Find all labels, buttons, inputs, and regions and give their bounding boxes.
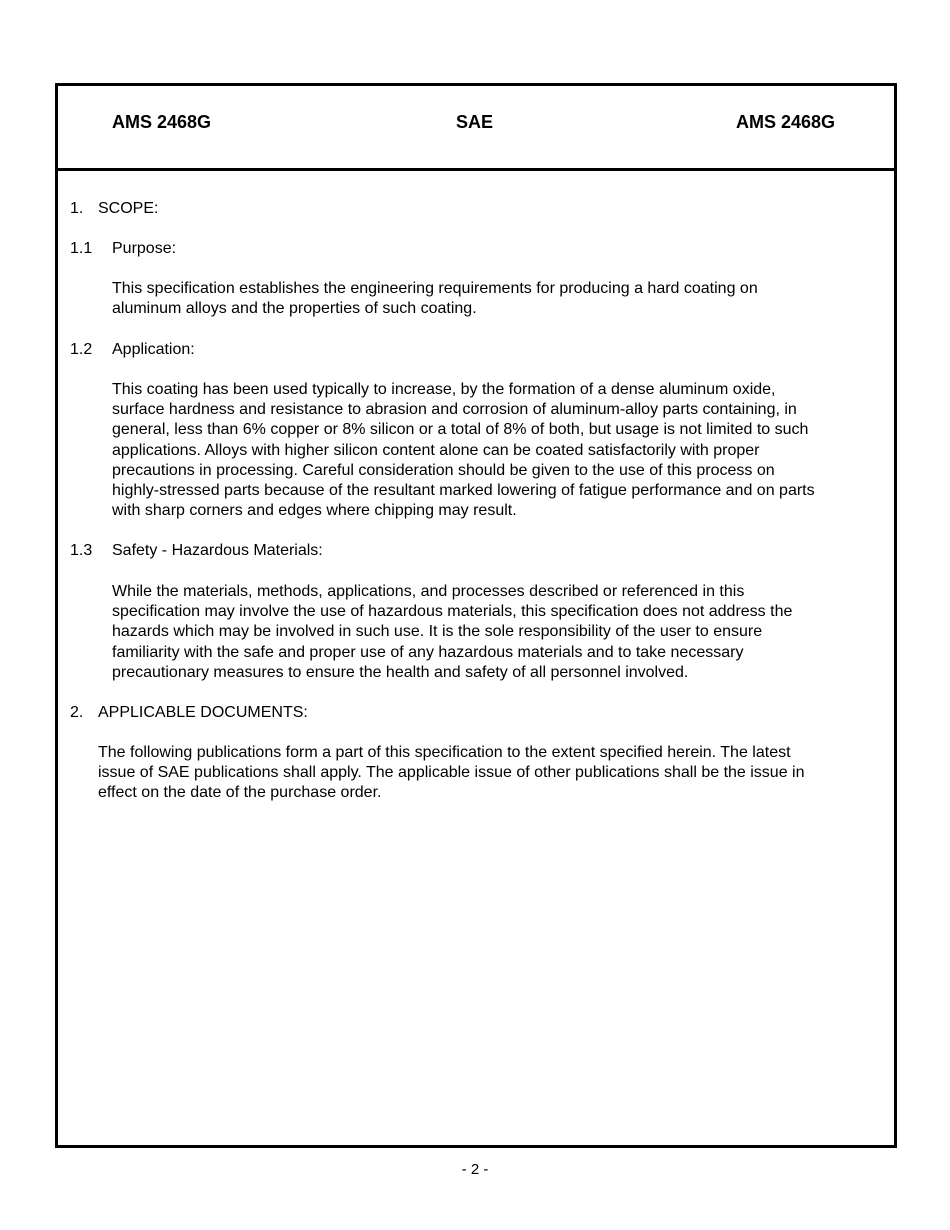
section-1-2-paragraph: [112, 380, 815, 521]
section-2-number: 2.: [70, 704, 84, 721]
paragraph-line: familiarity with the safe and proper use of any hazardous materials and to take necessary: [112, 643, 744, 661]
section-1-1-number: 1.1: [70, 240, 93, 257]
paragraph-line: surface hardness and resistance to abrasion and corrosion of aluminum-alloy parts containing, in: [112, 401, 797, 419]
section-1-title: SCOPE:: [98, 200, 159, 217]
header-spec-number-right: AMS 2468G: [736, 112, 836, 132]
page-number: - 2 -: [461, 1161, 489, 1178]
paragraph-line: This coating has been used typically to increase, by the formation of a dense aluminum oxide,: [112, 381, 776, 398]
paragraph-line: precautions in processing. Careful consideration should be given to the use of this process on: [112, 461, 775, 479]
paragraph-line: The following publications form a part of this specification to the extent specified herein. The latest: [98, 744, 791, 761]
header-spec-number-left: AMS 2468G: [112, 112, 212, 132]
paragraph-line: effect on the date of the purchase order.: [98, 784, 382, 802]
paragraph-line: specification may involve the use of hazardous materials, this specification does not address the: [112, 603, 793, 621]
paragraph-line: with sharp corners and edges where chipping may result.: [112, 502, 517, 520]
section-1-3-number: 1.3: [70, 542, 93, 559]
document-header: [58, 86, 894, 171]
paragraph-line: general, less than 6% copper or 8% silicon or a total of 8% of both, but usage is not limited to such: [112, 421, 809, 439]
section-1-2-number: 1.2: [70, 341, 93, 358]
paragraph-line: hazards which may be involved in such use. It is the sole responsibility of the user to ensure: [112, 623, 763, 641]
section-1-1-title: Purpose:: [112, 240, 177, 257]
paragraph-line: This specification establishes the engineering requirements for producing a hard coating on: [112, 280, 758, 297]
section-1-2-title: Application:: [112, 341, 195, 358]
section-2-paragraph: [98, 743, 805, 804]
section-1-3-title: Safety - Hazardous Materials:: [112, 542, 323, 559]
paragraph-line: applications. Alloys with higher silicon content alone can be coated satisfactorily with proper: [112, 441, 760, 459]
section-1-number: 1.: [70, 200, 84, 217]
paragraph-line: highly-stressed parts because of the resultant marked lowering of fatigue performance and on parts: [112, 482, 815, 500]
paragraph-line: aluminum alloys and the properties of such coating.: [112, 300, 477, 318]
section-1-1-paragraph: [112, 279, 758, 319]
paragraph-line: issue of SAE publications shall apply. The applicable issue of other publications shall be the issue in: [98, 764, 805, 782]
section-1-3-paragraph: [112, 582, 792, 683]
paragraph-line: precautionary measures to ensure the health and safety of all personnel involved.: [112, 663, 689, 681]
paragraph-line: While the materials, methods, applications, and processes described or referenced in this: [112, 583, 745, 600]
section-2-title: APPLICABLE DOCUMENTS:: [98, 704, 308, 721]
header-organization: SAE: [456, 112, 494, 132]
